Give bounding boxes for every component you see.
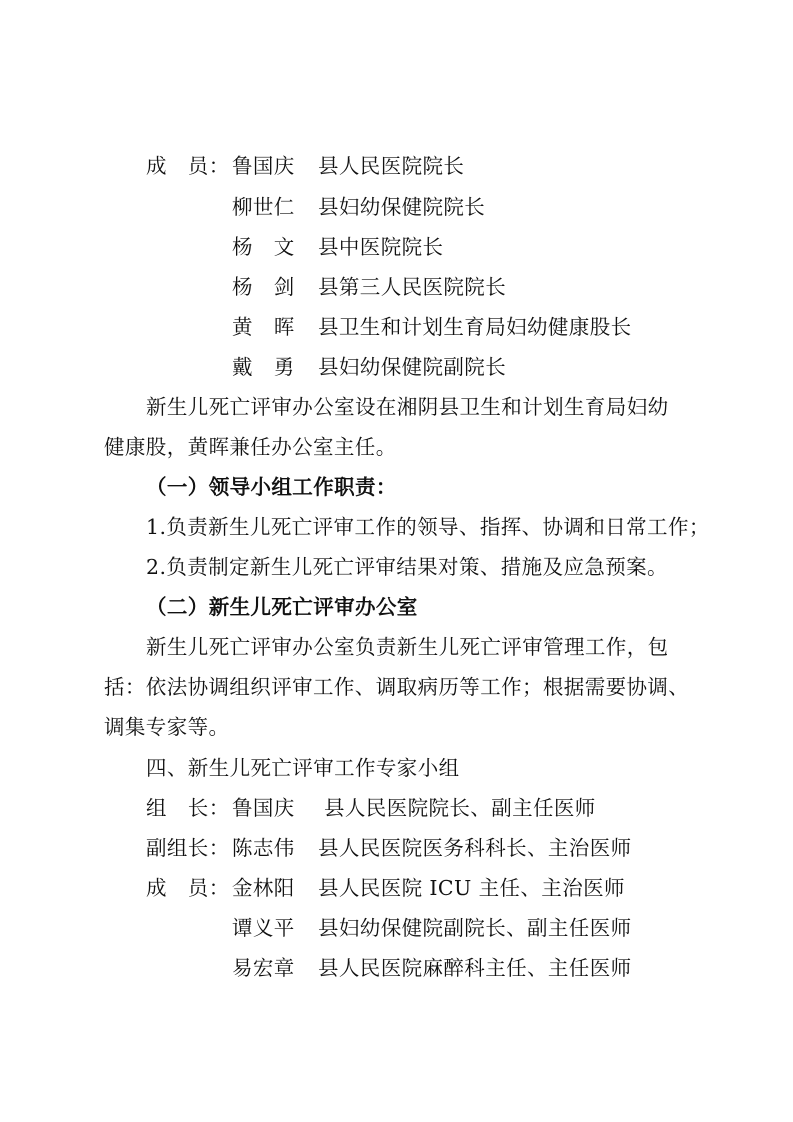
expert-deputy-name: 陈志伟 <box>232 836 295 860</box>
member-name: 杨 剑 <box>232 275 295 299</box>
member-title: 县妇幼保健院院长 <box>318 195 486 219</box>
member-row-6 <box>232 353 506 381</box>
section-4-heading: 四、新生儿死亡评审工作专家小组 <box>146 756 460 780</box>
member-title: 县第三人民医院院长 <box>318 275 507 299</box>
expert-member-row-1 <box>146 874 625 902</box>
expert-member-title: 县妇幼保健院副院长、副主任医师 <box>318 916 632 940</box>
member-title: 县人民医院院长 <box>318 154 465 178</box>
office-setup-line-1: 新生儿死亡评审办公室设在湘阴县卫生和计划生育局妇幼 <box>146 395 669 419</box>
section-1-heading: （一）领导小组工作职责： <box>146 475 397 499</box>
expert-member-name: 金林阳 <box>232 876 295 900</box>
expert-member-title: 县人民医院 ICU 主任、主治医师 <box>318 876 625 900</box>
member-name: 杨 文 <box>232 235 295 259</box>
section-2-line-3: 调集专家等。 <box>104 715 230 739</box>
section-2-heading: （二）新生儿死亡评审办公室 <box>146 595 418 619</box>
member-title: 县卫生和计划生育局妇幼健康股长 <box>318 315 632 339</box>
expert-member-name: 易宏章 <box>232 956 295 980</box>
member-name: 戴 勇 <box>232 355 295 379</box>
member-title: 县中医院院长 <box>318 235 444 259</box>
member-title: 县妇幼保健院副院长 <box>318 355 507 379</box>
member-row-5 <box>232 313 632 341</box>
expert-members-role: 成 员： <box>146 876 230 900</box>
expert-member-row-3 <box>232 954 632 982</box>
expert-leader-row <box>146 794 596 822</box>
member-row-2 <box>232 193 485 221</box>
member-name: 鲁国庆 <box>232 154 295 178</box>
expert-member-title: 县人民医院麻醉科主任、主任医师 <box>318 956 632 980</box>
members-role-label: 成 员： <box>146 154 230 178</box>
section-1-item-2: 2.负责制定新生儿死亡评审结果对策、措施及应急预案。 <box>146 555 668 579</box>
member-name: 黄 晖 <box>232 315 295 339</box>
member-row-1 <box>146 152 464 180</box>
expert-leader-title: 县人民医院院长、副主任医师 <box>324 796 596 820</box>
office-setup-line-2: 健康股，黄晖兼任办公室主任。 <box>104 435 397 459</box>
section-1-item-1: 1.负责新生儿死亡评审工作的领导、指挥、协调和日常工作； <box>146 515 710 539</box>
section-2-line-2: 括：依法协调组织评审工作、调取病历等工作；根据需要协调、 <box>104 675 690 699</box>
section-2-line-1: 新生儿死亡评审办公室负责新生儿死亡评审管理工作，包 <box>146 635 669 659</box>
member-row-4 <box>232 273 506 301</box>
member-name: 柳世仁 <box>232 195 295 219</box>
expert-member-row-2 <box>232 914 632 942</box>
expert-deputy-role: 副组长： <box>146 836 230 860</box>
member-row-3 <box>232 233 443 261</box>
expert-leader-role: 组 长： <box>146 796 230 820</box>
expert-leader-name: 鲁国庆 <box>232 796 295 820</box>
expert-deputy-row <box>146 834 632 862</box>
expert-deputy-title: 县人民医院医务科科长、主治医师 <box>318 836 632 860</box>
expert-member-name: 谭义平 <box>232 916 295 940</box>
